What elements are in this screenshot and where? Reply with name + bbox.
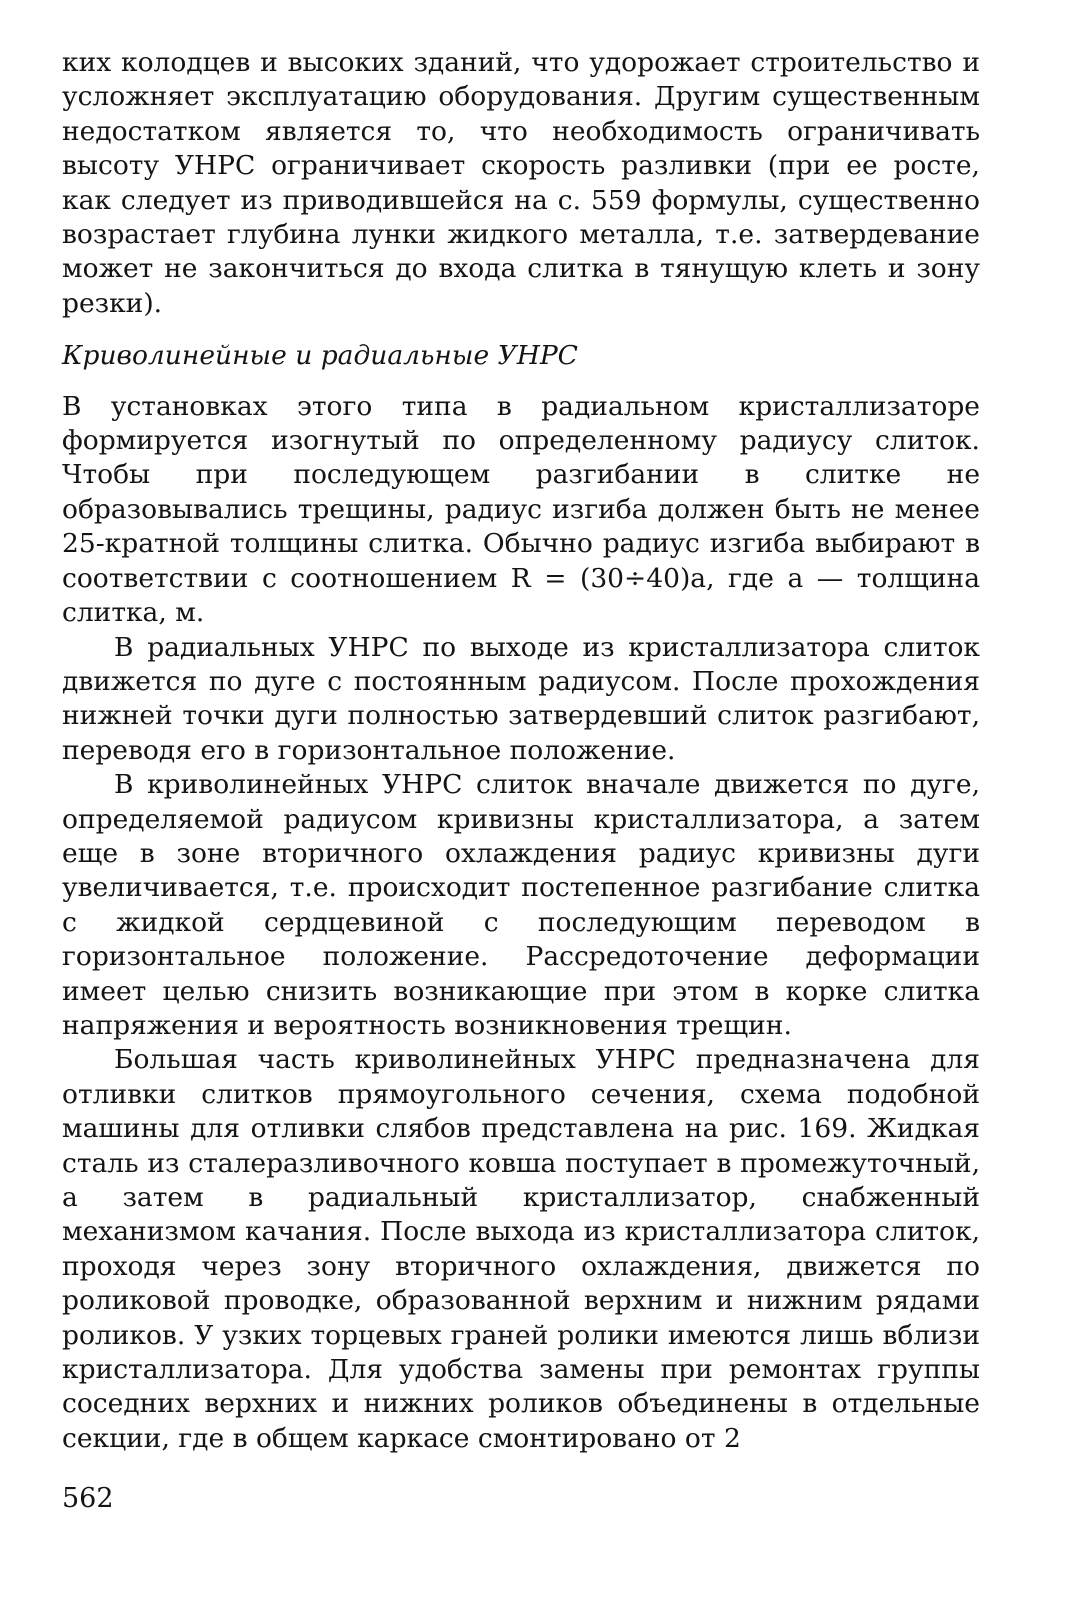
section-heading: Криволинейные и радиальные УНРС: [62, 340, 578, 372]
page-number: 562: [62, 1483, 114, 1514]
page-body: [62, 46, 980, 1456]
paragraph-radial: В радиальных УНРС по выходе из кристаллизатора слиток движется по дуге с постоянным радиусом. После прохождения нижней точки дуги полностью затвердевший слиток разгибают, переводя его в горизонтальное положение.: [62, 631, 980, 766]
paragraph-continuation: ких колодцев и высоких зданий, что удорожает строительство и усложняет эксплуатацию оборудования. Другим существенным недостатком является то, что необходимость ограничивать высоту УНРС ограничивает скорость разливки (при ее росте, как следует из приводившейся на с. 559 формулы, существенно возрастает глубина лунки жидкого металла, т.е. затвердевание может не закончиться до входа слитка в тянущую клеть и зону резки).: [62, 47, 980, 319]
paragraph-curvilinear: В криволинейных УНРС слиток вначале движется по дуге, определяемой радиусом кривизны кристаллизатора, а затем еще в зоне вторичного охлаждения радиус кривизны дуги увеличивается, т.е. происходит постепенное разгибание слитка с жидкой сердцевиной с последующим переводом в горизонтальное положение. Рассредоточение деформации имеет целью снизить возникающие при этом в корке слитка напряжения и вероятность возникновения трещин.: [62, 769, 980, 1041]
paragraph-majority: Большая часть криволинейных УНРС предназначена для отливки слитков прямоугольного сечения, схема подобной машины для отливки слябов представлена на рис. 169. Жидкая сталь из сталеразливочного ковша поступает в промежуточный, а затем в радиальный кристаллизатор, снабженный механизмом качания. После выхода из кристаллизатора слиток, проходя через зону вторичного охлаждения, движется по роликовой проводке, образованной верхним и нижним рядами роликов. У узких торцевых граней ролики имеются лишь вблизи кристаллизатора. Для удобства замены при ремонтах группы соседних верхних и нижних роликов объединены в отдельные секции, где в общем каркасе смонтировано от 2: [62, 1044, 980, 1454]
paragraph-installations: В установках этого типа в радиальном кристаллизаторе формируется изогнутый по определенному радиусу слиток. Чтобы при последующем разгибании в слитке не образовывались трещины, радиус изгиба должен быть не менее 25-кратной толщины слитка. Обычно радиус изгиба выбирают в соответствии с соотношением R = (30÷40)a, где a — толщина слитка, м.: [62, 390, 980, 629]
